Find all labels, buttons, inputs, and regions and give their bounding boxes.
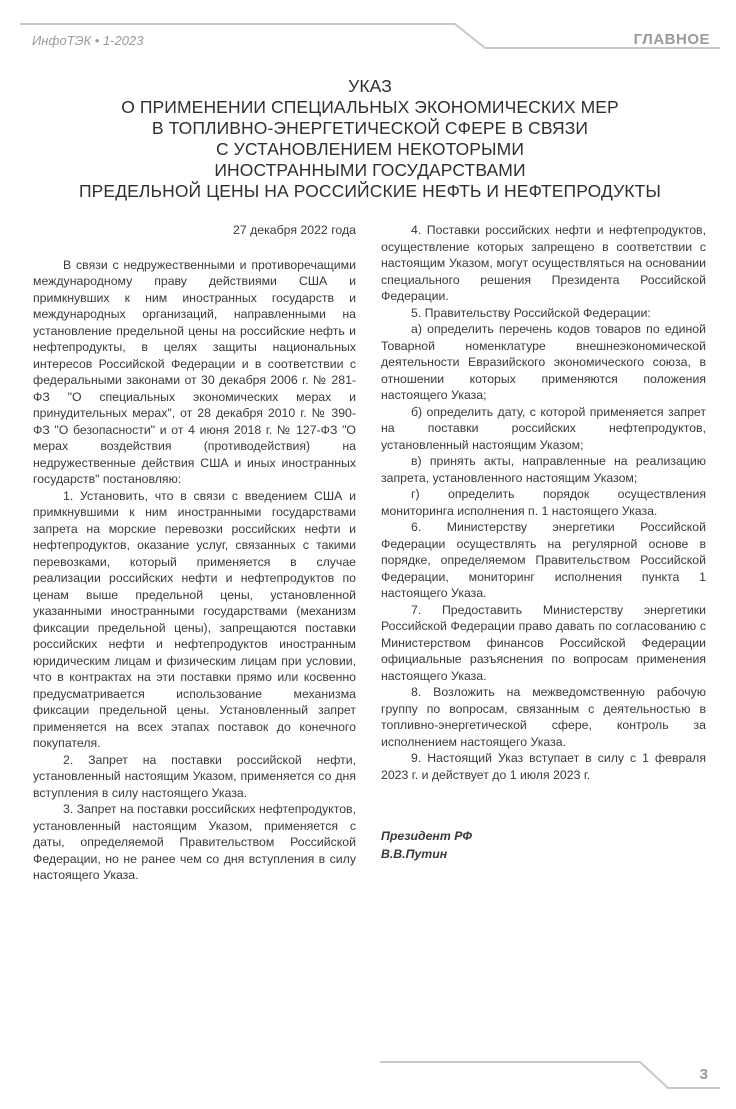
paragraph: 5. Правительству Российской Федерации:	[411, 305, 651, 320]
paragraph: г) определить порядок осуществления мониторинга исполнения п. 1 настоящего Указа.	[381, 487, 706, 518]
title-line: ИНОСТРАННЫМИ ГОСУДАРСТВАМИ	[214, 160, 526, 180]
paragraph: а) определить перечень кодов товаров по единой Товарной номенклатуре внешнеэкономической деятельности Евразийского экономического союза, в отношении которых применяются положения настоящего Указа;	[381, 322, 706, 402]
paragraph: В связи с недружественными и противоречащими международному праву действиями США и примкнувших к ним иностранных государств и международных организаций, направленными на установление предельной цены на российские нефть и нефтепродукты, в целях защиты национальных интересов Российской Федерации и в соответствии с федеральными законами от 30 декабря 2006 г. № 281-ФЗ "О специальных экономических мерах и принудительных мерах", от 28 декабря 2010 г. № 390-ФЗ "О безопасности" и от 4 июня 2018 г. № 127-ФЗ "О мерах воздействия (противодействия) на недружественные действия США и иных иностранных государств" постановляю:	[33, 257, 356, 486]
paragraph: 4. Поставки российских нефти и нефтепродуктов, осуществление которых запрещено в соответствии с настоящим Указом, могут осуществляться на основании специального решения Президента Российской Федерации.	[381, 223, 706, 303]
decree-title	[20, 76, 720, 202]
section-label: ГЛАВНОЕ	[633, 31, 710, 48]
paragraph: б) определить дату, с которой применяется запрет на поставки российских нефтепродуктов, установленный настоящим Указом;	[381, 404, 706, 452]
paragraph: 2. Запрет на поставки российской нефти, установленный настоящим Указом, применяется со дня вступления в силу настоящего Указа.	[33, 752, 356, 800]
header-rule	[0, 0, 736, 60]
title-line: ПРЕДЕЛЬНОЙ ЦЕНЫ НА РОССИЙСКИЕ НЕФТЬ И НЕФТЕПРОДУКТЫ	[78, 181, 661, 201]
signature-block	[381, 827, 706, 863]
signature-position: Президент РФ	[381, 829, 473, 843]
right-column	[381, 222, 706, 863]
signature-name: В.В.Путин	[381, 847, 448, 861]
paragraph: 9. Настоящий Указ вступает в силу с 1 февраля 2023 г. и действует до 1 июля 2023 г.	[381, 751, 706, 782]
paragraph: 6. Министерству энергетики Российской Федерации осуществлять на регулярной основе в порядке, определяемом Правительством Российской Федерации, мониторинг исполнения пункта 1 настоящего Указа.	[381, 520, 706, 600]
paragraph: 3. Запрет на поставки российских нефтепродуктов, установленный настоящим Указом, применяется с даты, определяемой Правительством Российской Федерации, но не ранее чем со дня вступления в силу настоящего Указа.	[33, 802, 356, 882]
left-column	[33, 222, 356, 884]
title-line: В ТОПЛИВНО-ЭНЕРГЕТИЧЕСКОЙ СФЕРЕ В СВЯЗИ	[151, 118, 589, 138]
title-line: О ПРИМЕНЕНИИ СПЕЦИАЛЬНЫХ ЭКОНОМИЧЕСКИХ МЕР	[121, 97, 619, 117]
paragraph: 7. Предоставить Министерству энергетики Российской Федерации право давать по согласованию с Министерством финансов Российской Федерации официальные разъяснения по вопросам применения настоящего Указа.	[381, 602, 706, 683]
title-line: УКАЗ	[348, 76, 392, 96]
paragraph: 8. Возложить на межведомственную рабочую группу по вопросам, связанным с деятельностью в топливно-энергетической сфере, контроль за исполнением настоящего Указа.	[381, 685, 706, 749]
paragraph: 1. Установить, что в связи с введением США и примкнувшими к ним иностранными государствами запрета на морские перевозки российских нефти и нефтепродуктов, оказание услуг, связанных с такими перевозками, который применяется в случае реализации российских нефти и нефтепродуктов по ценам выше предельной цены, установленной указанными иностранными государствами (механизм фиксации предельной цены), запрещаются поставки российских нефти и нефтепродуктов иностранным юридическим лицам и физическим лицам при условии, что в контрактах на эти поставки прямо или косвенно предусматривается использование механизма фиксации предельной цены. Установленный запрет применяется на всех этапах поставок до конечного покупателя.	[33, 488, 356, 750]
page-number: 3	[699, 1066, 708, 1083]
paragraph: в) принять акты, направленные на реализацию запрета, установленного настоящим Указом;	[381, 454, 706, 485]
footer-rule	[0, 1050, 736, 1100]
decree-date: 27 декабря 2022 года	[233, 223, 356, 237]
magazine-issue-label: ИнфоТЭК • 1-2023	[32, 33, 144, 48]
title-line: С УСТАНОВЛЕНИЕМ НЕКОТОРЫМИ	[215, 139, 525, 159]
